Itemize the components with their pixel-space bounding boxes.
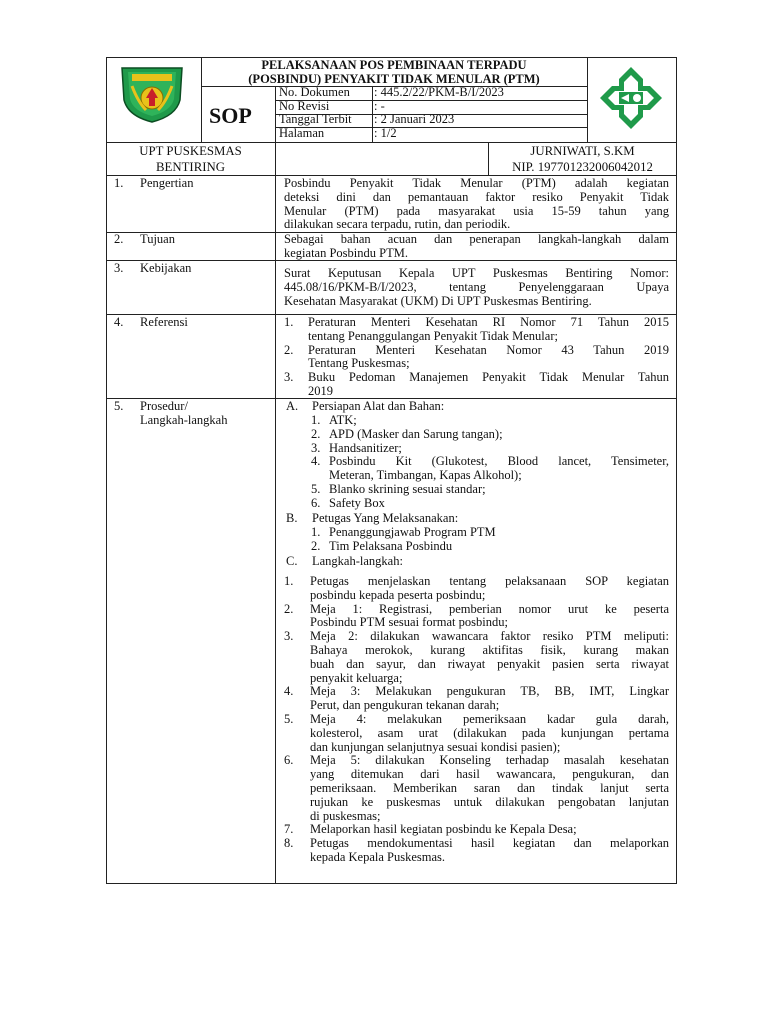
section-3-text (284, 267, 669, 308)
subsection-b-letter: B. (286, 511, 298, 525)
sop-label: SOP (209, 103, 252, 128)
text-line: Peraturan Menteri Kesehatan Nomor 43 Tahun 2019 (308, 342, 669, 357)
text-line: kolesterol, asam urat (dilakukan pada kunjungan pertama (310, 725, 669, 740)
list-item (311, 428, 669, 442)
item-number: 3. (284, 629, 294, 644)
list-item (311, 540, 669, 554)
text-line: Meteran, Timbangan, Kapas Alkohol); (329, 468, 522, 483)
section-5-label-line2: Langkah-langkah (140, 413, 228, 427)
meta-value-revision: : - (374, 99, 385, 113)
subsection-c-letter: C. (286, 554, 298, 568)
text-line: Tentang Puskesmas; (308, 356, 410, 371)
text-line: Petugas mendokumentasi hasil kegiatan dan melaporkan (310, 836, 669, 851)
item-number: 2. (284, 601, 294, 616)
text-line: Blanko skrining sesuai standar; (329, 481, 486, 496)
title-line-2: (POSBINDU) PENYAKIT TIDAK MENULAR (PTM) (248, 72, 540, 86)
text-line: Perut, dan pengukuran tekanan darah; (310, 698, 500, 713)
text-line: Handsanitizer; (329, 440, 402, 455)
list-item (284, 823, 669, 837)
section-2-text (284, 233, 669, 261)
text-line: Meja 5: dilakukan Konseling terhadap masalah kesehatan (310, 753, 669, 768)
text-line: Sebagai bahan acuan dan penerapan langkah-langkah dalam (284, 232, 669, 246)
section-2-number: 2. (114, 232, 124, 246)
org-line-1: UPT PUSKESMAS (139, 144, 242, 158)
text-line: posbindu kepada peserta posbindu; (310, 587, 486, 602)
item-number: 2. (311, 538, 321, 553)
list-item (284, 630, 669, 685)
text-line: dilakukan secara terpadu, rutin, dan periodik. (284, 217, 511, 232)
text-line: Posbindu PTM sesuai format posbindu; (310, 615, 508, 630)
list-item (311, 483, 669, 497)
text-line: Menular (PTM) pada masyarakat usia 15-59 tahun yang (284, 203, 669, 218)
list-item (284, 837, 669, 865)
section-2-label: Tujuan (140, 232, 175, 246)
reference-list (284, 316, 669, 399)
text-line: Buku Pedoman Manajemen Penyakit Tidak Menular Tahun (308, 370, 669, 385)
list-item (284, 713, 669, 754)
subsection-c-title: Langkah-langkah: (312, 554, 403, 568)
subsection-a-letter: A. (286, 399, 299, 413)
text-line: penyakit keluarga; (310, 670, 403, 685)
text-line: Bahaya merokok, kurang aktifitas fisik, kurang makan (310, 642, 669, 657)
text-line: Meja 4: melakukan pemeriksaan kadar gula darah, (310, 711, 669, 726)
item-number: 3. (311, 440, 321, 455)
text-line: 2019 (308, 383, 333, 398)
list-item (311, 497, 669, 511)
item-number: 1. (284, 574, 294, 588)
signer-block (488, 143, 677, 175)
list-item (311, 414, 669, 428)
text-line: rujukan ke puskesmas untuk dilakukan pengobatan lanjutan (310, 794, 669, 809)
puskesmas-logo (598, 65, 664, 131)
list-item (284, 371, 669, 399)
section-3-number: 3. (114, 261, 124, 275)
section-4-number: 4. (114, 315, 124, 329)
text-line: deteksi dini dan pemantauan faktor resiko Penyakit Tidak (284, 189, 669, 204)
item-number: 6. (311, 495, 321, 510)
organization-name (106, 143, 275, 175)
text-line: tentang Penanggulangan Penyakit Tidak Menular; (308, 328, 558, 343)
section-4-label: Referensi (140, 315, 188, 329)
text-line: ATK; (329, 413, 357, 427)
text-line: Meja 1: Registrasi, pemberian nomor urut ke peserta (310, 601, 669, 616)
item-number: 1. (311, 413, 321, 427)
subsection-a-title: Persiapan Alat dan Bahan: (312, 399, 445, 413)
meta-label-doc-no: No. Dokumen (279, 85, 350, 99)
subsection-b-title: Petugas Yang Melaksanakan: (312, 511, 459, 525)
meta-value-doc-no: : 445.2/22/PKM-B/I/2023 (374, 85, 504, 99)
item-number: 1. (311, 525, 321, 539)
text-line: buah dan sayur, dan riwayat penyakit pasien serta riwayat (310, 656, 669, 671)
text-line: yang ditemukan dari hasil wawancara, pengukuran, dan (310, 767, 669, 782)
text-line: Penanggungjawab Program PTM (329, 525, 496, 539)
item-number: 4. (311, 454, 321, 469)
document-title (201, 58, 587, 86)
text-line: 445.08/16/PKM-B/I/2023, tentang Penyelenggaraan Upaya (284, 279, 669, 294)
procedure-steps (284, 575, 669, 865)
item-number: 1. (284, 315, 294, 329)
text-line: pemeriksaan. Memberikan saran dan tindak lanjut serta (310, 780, 669, 795)
item-number: 5. (284, 711, 294, 726)
section-1-text (284, 177, 669, 232)
item-number: 5. (311, 481, 321, 496)
signer-nip: NIP. 197701232006042012 (512, 160, 653, 174)
list-item (284, 316, 669, 344)
item-number: 3. (284, 370, 294, 385)
staff-list (311, 526, 669, 554)
section-5-label: Prosedur/ (140, 399, 188, 413)
text-line: dan kunjungan selanjutnya sesuai kondisi pasien); (310, 739, 561, 754)
list-item (284, 754, 669, 823)
meta-value-page: : 1/2 (374, 126, 397, 140)
text-line: Posbindu Penyakit Tidak Menular (PTM) adalah kegiatan (284, 176, 669, 190)
text-line: APD (Masker dan Sarung tangan); (329, 426, 503, 441)
meta-label-page: Halaman (279, 126, 325, 140)
list-item (311, 442, 669, 456)
list-item (284, 575, 669, 603)
text-line: Petugas menjelaskan tentang pelaksanaan SOP kegiatan (310, 574, 669, 588)
text-line: kepada Kepala Puskesmas. (310, 849, 446, 864)
section-1-label: Pengertian (140, 176, 194, 190)
list-item (311, 455, 669, 483)
text-line: Tim Pelaksana Posbindu (329, 538, 453, 553)
equipment-list (311, 414, 669, 511)
text-line: kegiatan Posbindu PTM. (284, 245, 408, 260)
text-line: Melaporkan hasil kegiatan posbindu ke Kepala Desa; (310, 822, 577, 837)
list-item (311, 526, 669, 540)
meta-label-issue-date: Tanggal Terbit (279, 112, 352, 126)
item-number: 8. (284, 836, 294, 851)
regional-emblem-logo (116, 64, 188, 124)
title-line-1: PELAKSANAAN POS PEMBINAAN TERPADU (261, 58, 527, 72)
section-5-number: 5. (114, 399, 124, 413)
text-line: Peraturan Menteri Kesehatan RI Nomor 71 Tahun 2015 (308, 315, 669, 329)
section-3-label: Kebijakan (140, 261, 192, 275)
item-number: 7. (284, 822, 294, 837)
meta-value-issue-date: : 2 Januari 2023 (374, 112, 455, 126)
signer-name: JURNIWATI, S.KM (530, 144, 635, 158)
list-item (284, 603, 669, 631)
text-line: Safety Box (329, 495, 385, 510)
text-line: Posbindu Kit (Glukotest, Blood lancet, Tensimeter, (329, 454, 669, 469)
item-number: 2. (284, 342, 294, 357)
text-line: di puskesmas; (310, 808, 381, 823)
text-line: Kesehatan Masyarakat (UKM) Di UPT Puskesmas Bentiring. (284, 293, 592, 308)
text-line: Meja 3: Melakukan pengukuran TB, BB, IMT, Lingkar (310, 684, 669, 699)
text-line: Surat Keputusan Kepala UPT Puskesmas Bentiring Nomor: (284, 266, 669, 280)
text-line: Meja 2: dilakukan wawancara faktor resiko PTM meliputi: (310, 629, 669, 644)
section-1-number: 1. (114, 176, 124, 190)
meta-label-revision: No Revisi (279, 99, 330, 113)
item-number: 2. (311, 426, 321, 441)
list-item (284, 344, 669, 372)
item-number: 6. (284, 753, 294, 768)
org-line-2: BENTIRING (156, 160, 225, 174)
item-number: 4. (284, 684, 294, 699)
list-item (284, 685, 669, 713)
